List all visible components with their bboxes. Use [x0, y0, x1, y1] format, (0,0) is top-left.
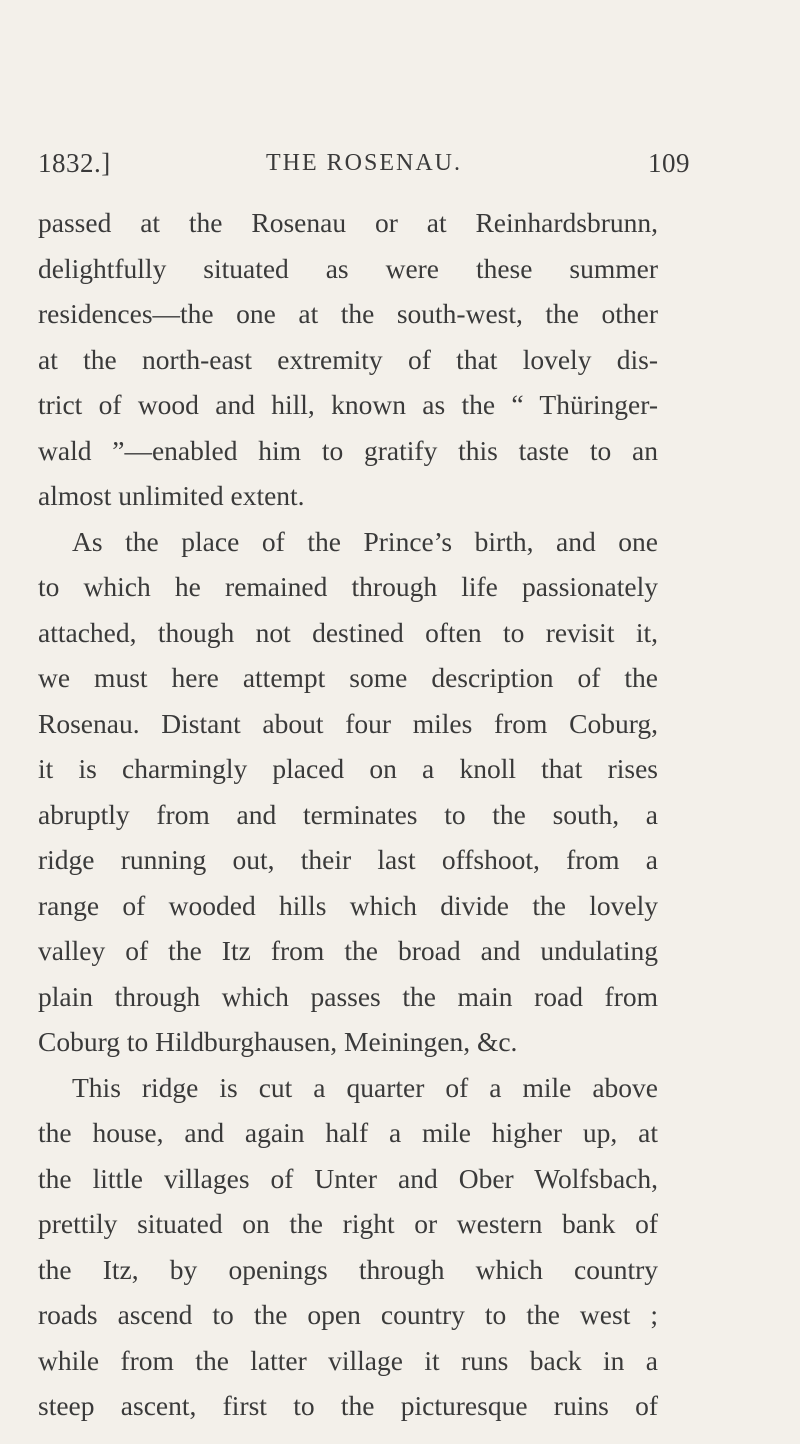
- text-line: trict of wood and hill, known as the “ Thüringer-: [38, 389, 658, 420]
- text-line: we must here attempt some description of the: [38, 662, 658, 693]
- text-line: residences—the one at the south-west, the other: [38, 298, 658, 329]
- text-line: delightfully situated as were these summer: [38, 252, 658, 284]
- text-line: passed at the Rosenau or at Reinhardsbrunn,: [38, 207, 658, 238]
- text-line: ridge running out, their last offshoot, from a: [38, 844, 658, 875]
- text-line: attached, though not destined often to revisit it,: [38, 616, 658, 648]
- body-text: [38, 200, 658, 1429]
- header-title: THE ROSENAU.: [266, 150, 462, 176]
- text-line: steep ascent, first to the picturesque ruins of: [38, 1390, 658, 1421]
- running-head: [38, 148, 690, 188]
- text-line: the house, and again half a mile higher up, at: [38, 1117, 658, 1148]
- text-line: wald ”—enabled him to gratify this taste to an: [38, 434, 658, 466]
- text-line: This ridge is cut a quarter of a mile above: [72, 1071, 658, 1103]
- text-line: roads ascend to the open country to the west ;: [38, 1299, 658, 1330]
- text-line: the Itz, by openings through which country: [38, 1253, 658, 1285]
- text-line: As the place of the Prince’s birth, and one: [72, 525, 658, 557]
- text-line: to which he remained through life passionately: [38, 571, 658, 602]
- text-line: Coburg to Hildburghausen, Meiningen, &c.: [38, 1026, 518, 1057]
- text-line: almost unlimited extent.: [38, 480, 305, 511]
- text-line: valley of the Itz from the broad and undulating: [38, 935, 658, 966]
- text-line: range of wooded hills which divide the lovely: [38, 889, 658, 921]
- text-line: the little villages of Unter and Ober Wolfsbach,: [38, 1162, 658, 1194]
- text-line: while from the latter village it runs back in a: [38, 1344, 658, 1376]
- header-year: 1832.]: [38, 148, 111, 178]
- text-line: plain through which passes the main road from: [38, 980, 658, 1012]
- text-line: Rosenau. Distant about four miles from Coburg,: [38, 707, 658, 739]
- text-line: at the north-east extremity of that lovely dis-: [38, 343, 658, 375]
- text-line: abruptly from and terminates to the south, a: [38, 798, 658, 830]
- text-line: it is charmingly placed on a knoll that rises: [38, 753, 658, 784]
- page-number: 109: [648, 148, 690, 178]
- text-line: prettily situated on the right or western bank of: [38, 1208, 658, 1239]
